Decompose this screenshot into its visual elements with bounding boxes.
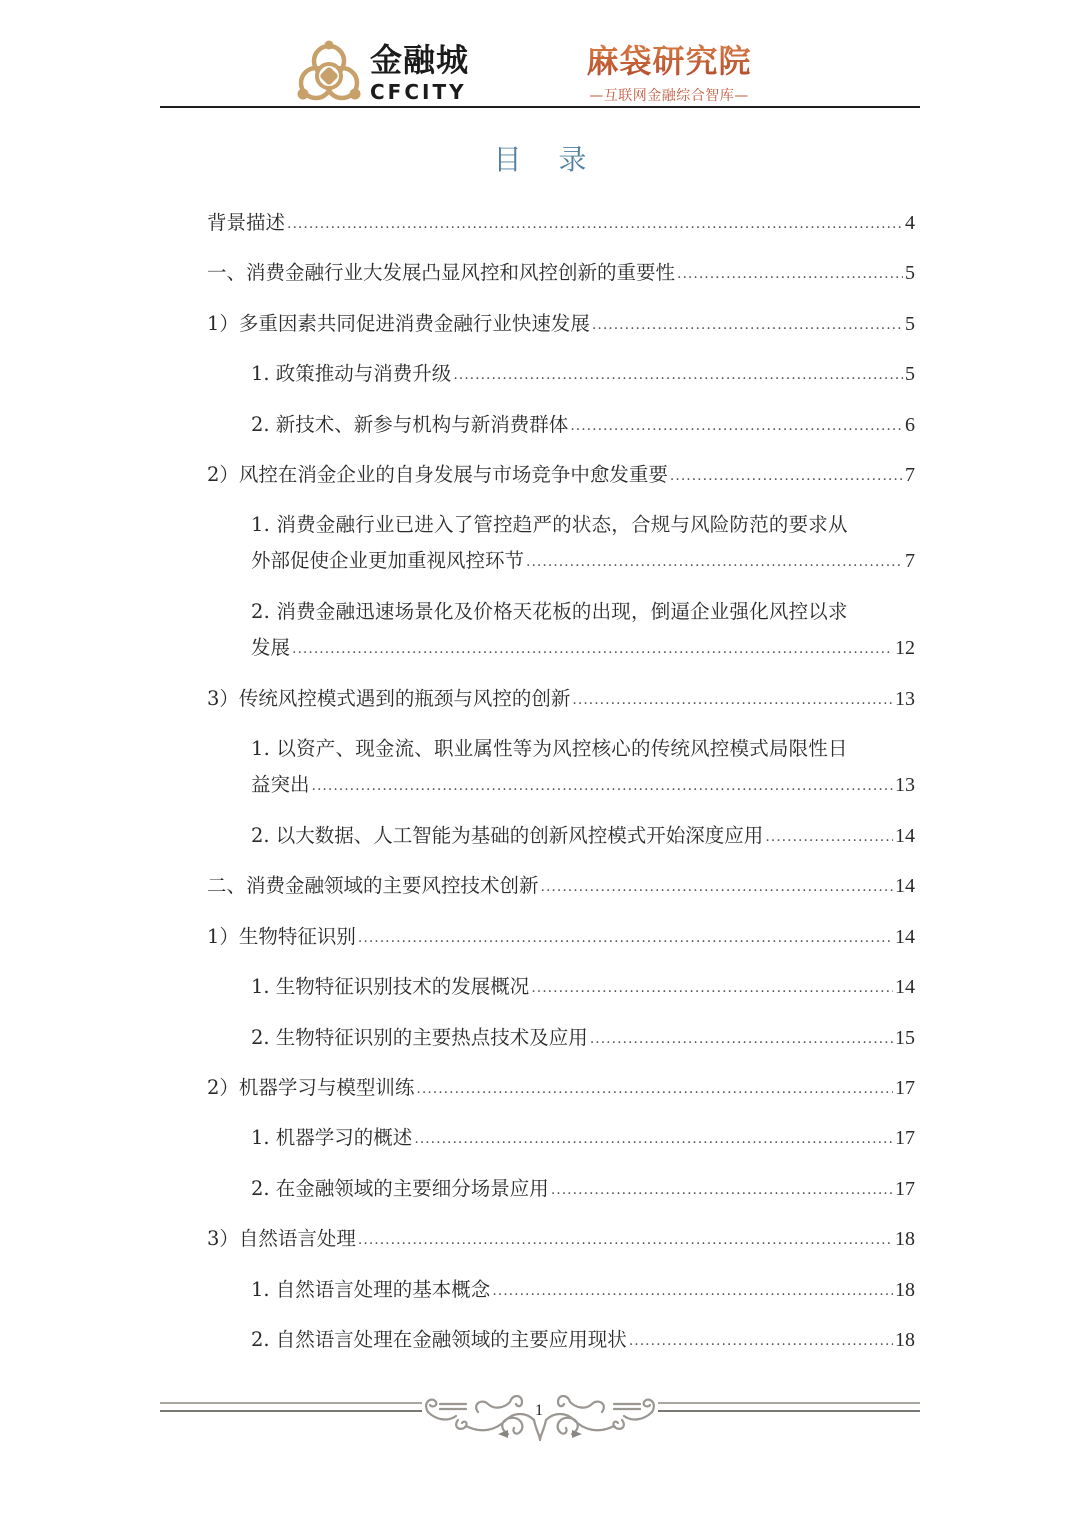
toc-entry-text-line1: 2. 消费金融迅速场景化及价格天花板的出现，倒逼企业强化风控以求 xyxy=(251,600,848,623)
toc-dot-leader xyxy=(312,768,893,804)
page-footer xyxy=(160,1390,920,1446)
toc-entry[interactable] xyxy=(251,356,915,392)
toc-dot-leader xyxy=(358,920,893,956)
toc-entry[interactable] xyxy=(207,255,915,291)
cfcity-emblem-icon xyxy=(294,39,364,107)
toc-page-number: 7 xyxy=(905,464,915,486)
toc-entry-text: 2. 生物特征识别的主要热点技术及应用 xyxy=(251,1026,588,1049)
toc-entry-text: 3）自然语言处理 xyxy=(207,1227,356,1250)
toc-page-number: 14 xyxy=(895,976,915,998)
toc-entry[interactable] xyxy=(251,1322,915,1358)
toc-entry[interactable] xyxy=(251,594,915,666)
toc-page-number: 17 xyxy=(895,1127,915,1149)
toc-entry[interactable] xyxy=(251,818,915,854)
toc-dot-leader xyxy=(287,206,903,242)
toc-dot-leader xyxy=(670,458,903,494)
footer-rule-right xyxy=(658,1402,920,1412)
toc-page-number: 5 xyxy=(905,313,915,335)
toc-page-number: 5 xyxy=(905,363,915,385)
toc-dot-leader xyxy=(570,408,903,444)
toc-entry[interactable] xyxy=(207,205,915,241)
toc-entry[interactable] xyxy=(251,407,915,443)
toc-dot-leader xyxy=(526,544,903,580)
toc-page-number: 17 xyxy=(895,1077,915,1099)
toc-title: 目 录 xyxy=(493,143,601,176)
toc-entry[interactable] xyxy=(251,1171,915,1207)
toc-dot-leader xyxy=(592,307,903,343)
toc-dot-leader xyxy=(551,1172,893,1208)
toc-dot-leader xyxy=(358,1222,893,1258)
toc-dot-leader xyxy=(292,631,893,667)
toc-entry[interactable] xyxy=(207,1221,915,1257)
toc-entry-text: 1. 生物特征识别技术的发展概况 xyxy=(251,975,530,998)
toc-entry[interactable] xyxy=(207,306,915,342)
madai-research-logo xyxy=(584,44,754,105)
toc-entry[interactable] xyxy=(251,731,915,803)
toc-entry-text: 2）机器学习与模型训练 xyxy=(207,1076,415,1099)
toc-dot-leader xyxy=(414,1121,893,1157)
toc-entry[interactable] xyxy=(207,681,915,717)
toc-dot-leader xyxy=(531,970,893,1006)
cfcity-logo xyxy=(294,38,469,108)
page-number: 1 xyxy=(535,1402,543,1419)
toc-page-number: 12 xyxy=(895,637,915,659)
toc-page-number: 18 xyxy=(895,1279,915,1301)
toc-entry-text: 3）传统风控模式遇到的瓶颈与风控的创新 xyxy=(207,687,571,710)
toc-dot-leader xyxy=(677,256,903,292)
toc-entry[interactable] xyxy=(207,919,915,955)
toc-entry[interactable] xyxy=(251,1020,915,1056)
toc-dot-leader xyxy=(453,357,903,393)
toc-entry-text: 1. 政策推动与消费升级 xyxy=(251,362,452,385)
toc-entry[interactable] xyxy=(207,457,915,493)
toc-entry-text: 背景描述 xyxy=(207,211,286,234)
toc-entry-text: 外部促使企业更加重视风控环节 xyxy=(251,549,525,572)
cfcity-name-cn: 金融城 xyxy=(370,41,470,79)
header-divider xyxy=(160,106,920,108)
madai-research-tagline: —互联网金融综合智库— xyxy=(589,88,749,105)
toc-entry[interactable] xyxy=(251,507,915,579)
toc-page-number: 4 xyxy=(905,212,915,234)
toc-page-number: 6 xyxy=(905,414,915,436)
toc-page-number: 18 xyxy=(895,1228,915,1250)
toc-entry-text: 2）风控在消金企业的自身发展与市场竞争中愈发重要 xyxy=(207,463,668,486)
toc-page-number: 13 xyxy=(895,774,915,796)
toc-entry-text: 2. 新技术、新参与机构与新消费群体 xyxy=(251,413,569,436)
toc-entry[interactable] xyxy=(251,1272,915,1308)
toc-dot-leader xyxy=(590,1021,893,1057)
toc-dot-leader xyxy=(629,1323,893,1359)
toc-entry-text: 二、消费金融领域的主要风控技术创新 xyxy=(207,874,539,897)
toc-entry-text: 1. 机器学习的概述 xyxy=(251,1126,413,1149)
toc-entry[interactable] xyxy=(251,1120,915,1156)
toc-entry[interactable] xyxy=(207,1070,915,1106)
toc-entry-text: 2. 自然语言处理在金融领域的主要应用现状 xyxy=(251,1328,627,1351)
toc-dot-leader xyxy=(416,1071,893,1107)
toc-entry-text: 1）多重因素共同促进消费金融行业快速发展 xyxy=(207,312,590,335)
toc-entry-text: 2. 在金融领域的主要细分场景应用 xyxy=(251,1177,549,1200)
toc-page-number: 7 xyxy=(905,550,915,572)
toc-entry-text: 发展 xyxy=(251,636,291,659)
toc-entry-text: 1）生物特征识别 xyxy=(207,925,356,948)
toc-page-number: 17 xyxy=(895,1178,915,1200)
toc-entry-text-line1: 1. 消费金融行业已进入了管控趋严的状态，合规与风险防范的要求从 xyxy=(251,513,848,536)
toc-entry[interactable] xyxy=(207,868,915,904)
toc-page-number: 18 xyxy=(895,1329,915,1351)
toc-entry-text: 一、消费金融行业大发展凸显风控和风控创新的重要性 xyxy=(207,261,676,284)
madai-research-name: 麻袋研究院 xyxy=(584,44,754,79)
page-header xyxy=(160,38,920,108)
toc-page-number: 14 xyxy=(895,875,915,897)
toc-page-number: 14 xyxy=(895,926,915,948)
toc-dot-leader xyxy=(541,869,893,905)
toc-page-number: 13 xyxy=(895,688,915,710)
toc-dot-leader xyxy=(765,819,893,855)
toc-entry[interactable] xyxy=(251,969,915,1005)
cfcity-name-en: CFCITY xyxy=(370,80,467,104)
toc-page-number: 15 xyxy=(895,1027,915,1049)
toc-dot-leader xyxy=(492,1273,893,1309)
toc-entry-text: 1. 自然语言处理的基本概念 xyxy=(251,1278,491,1301)
toc-entry-text: 2. 以大数据、人工智能为基础的创新风控模式开始深度应用 xyxy=(251,824,764,847)
toc-entry-text-line1: 1. 以资产、现金流、职业属性等为风控核心的传统风控模式局限性日 xyxy=(251,737,848,760)
toc-page-number: 5 xyxy=(905,262,915,284)
footer-rule-left xyxy=(160,1402,422,1412)
toc-entry-text: 益突出 xyxy=(251,773,310,796)
toc-dot-leader xyxy=(572,682,893,718)
toc-page-number: 14 xyxy=(895,825,915,847)
